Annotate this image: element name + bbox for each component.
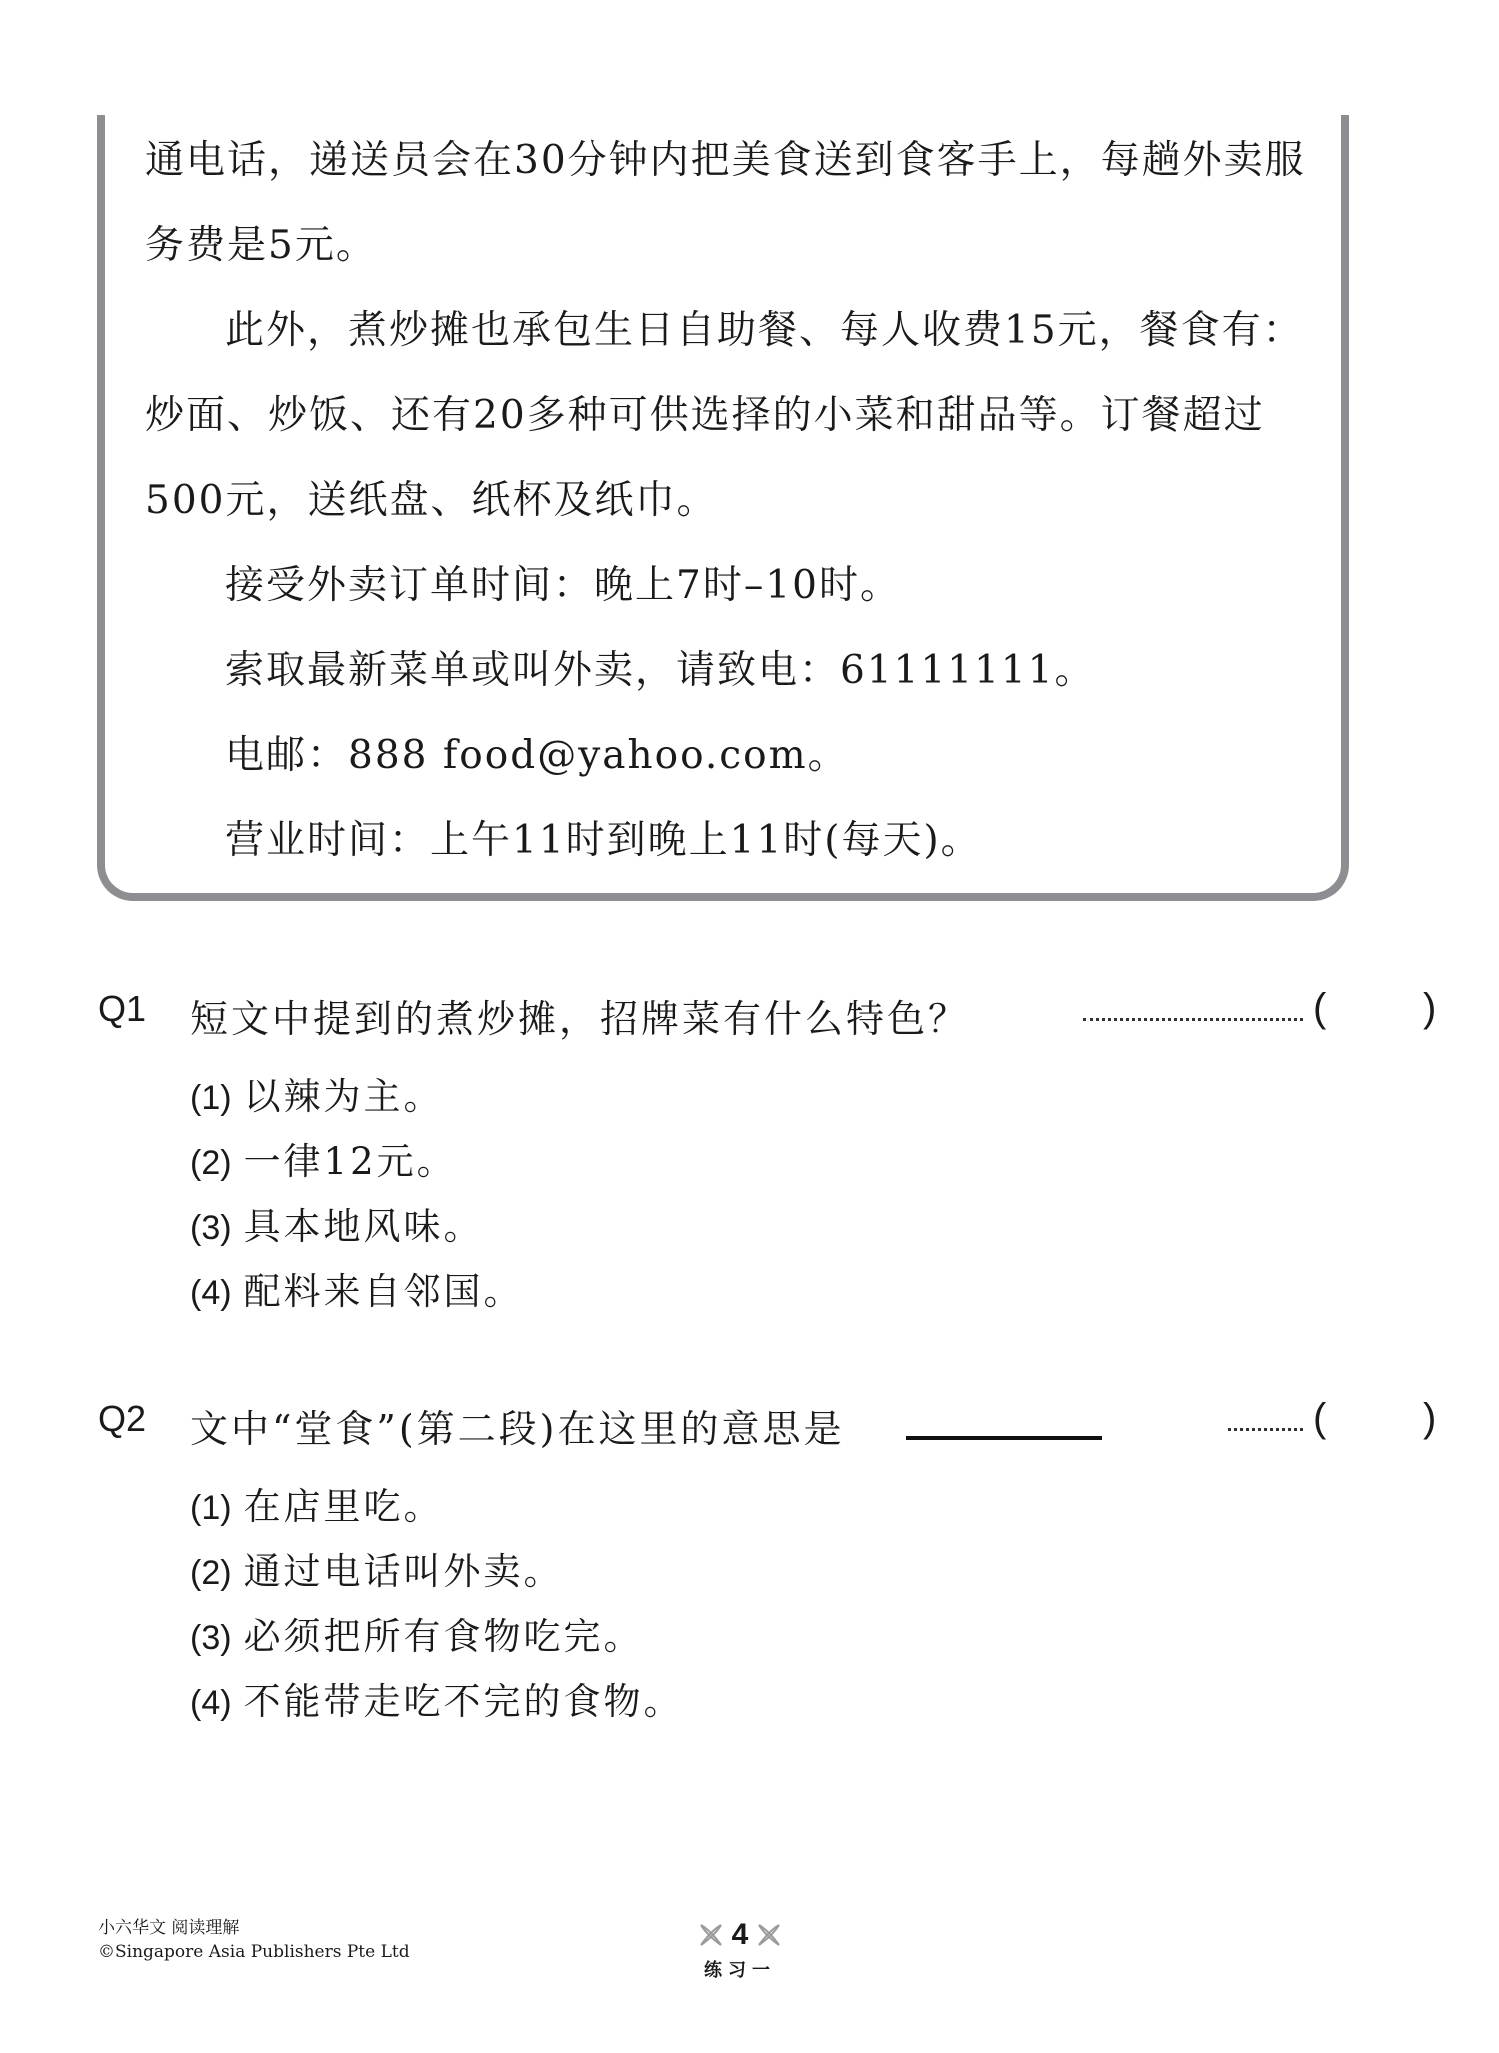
question-number: Q1: [98, 988, 147, 1029]
option-number: (4): [190, 1684, 232, 1722]
passage-line: 此外，煮炒摊也承包生日自助餐、每人收费15元，餐食有：: [225, 308, 1304, 353]
option-number: (2): [190, 1554, 232, 1592]
option-number: (1): [190, 1079, 232, 1117]
answer-paren-close: ): [1423, 1396, 1437, 1440]
option-text: 通过电话叫外卖。: [243, 1550, 564, 1593]
question-text: 文中“堂食”(第二段)在这里的意思是: [190, 1407, 845, 1451]
answer-paren-open: (: [1313, 1396, 1327, 1440]
leader-dots: [1083, 1014, 1303, 1021]
q1-option-2[interactable]: [190, 1131, 457, 1185]
answer-field[interactable]: [1338, 988, 1418, 1036]
answer-paren-close: ): [1423, 986, 1437, 1030]
passage-line: 营业时间：上午11时到晚上11时(每天)。: [225, 818, 982, 863]
passage-line: 索取最新菜单或叫外卖，请致电：61111111。: [225, 648, 1096, 693]
option-text: 必须把所有食物吃完。: [243, 1615, 644, 1658]
q1-option-3[interactable]: [190, 1196, 484, 1250]
q1-option-4[interactable]: [190, 1261, 524, 1315]
option-number: (4): [190, 1274, 232, 1312]
page-number: 4: [731, 1918, 749, 1951]
q1-option-1[interactable]: [190, 1066, 444, 1120]
option-text: 在店里吃。: [243, 1485, 444, 1528]
floral-ornament-icon: [756, 1922, 782, 1948]
option-number: (3): [190, 1619, 232, 1657]
exercise-label: 练习一: [704, 1960, 776, 1981]
option-number: (1): [190, 1489, 232, 1527]
passage-line: 500元，送纸盘、纸杯及纸巾。: [145, 478, 718, 523]
question-1: [98, 986, 1437, 1041]
option-number: (3): [190, 1209, 232, 1247]
book-title: 小六华文 阅读理解: [98, 1918, 240, 1938]
passage-line: 务费是5元。: [145, 223, 377, 268]
leader-dots: [1228, 1424, 1303, 1431]
q2-option-3[interactable]: [190, 1606, 644, 1660]
passage-line: 炒面、炒饭、还有20多种可供选择的小菜和甜品等。订餐超过: [145, 393, 1265, 438]
passage-line: 电邮：888 food@yahoo.com。: [225, 733, 849, 778]
q2-option-4[interactable]: [190, 1671, 684, 1725]
fill-in-blank[interactable]: [906, 1436, 1102, 1440]
option-number: (2): [190, 1144, 232, 1182]
answer-field[interactable]: [1338, 1398, 1418, 1446]
question-text: 短文中提到的煮炒摊，招牌菜有什么特色？: [190, 997, 970, 1041]
passage-line: 接受外卖订单时间：晚上7时–10时。: [225, 563, 901, 608]
q2-option-1[interactable]: [190, 1476, 444, 1530]
option-text: 以辣为主。: [243, 1075, 444, 1118]
question-number: Q2: [98, 1398, 147, 1439]
floral-ornament-icon: [698, 1922, 724, 1948]
footer-page-info: [670, 1918, 810, 1982]
q2-option-2[interactable]: [190, 1541, 564, 1595]
passage-box: [97, 115, 1349, 901]
answer-paren-open: (: [1313, 986, 1327, 1030]
option-text: 一律12元。: [243, 1140, 457, 1183]
copyright: ©Singapore Asia Publishers Pte Ltd: [98, 1942, 410, 1962]
passage-line: 通电话，递送员会在30分钟内把美食送到食客手上，每趟外卖服: [145, 138, 1306, 183]
footer-book-info: [98, 1916, 410, 1964]
option-text: 具本地风味。: [243, 1205, 484, 1248]
option-text: 不能带走吃不完的食物。: [243, 1680, 684, 1723]
option-text: 配料来自邻国。: [243, 1270, 524, 1313]
question-2: [98, 1396, 1437, 1451]
